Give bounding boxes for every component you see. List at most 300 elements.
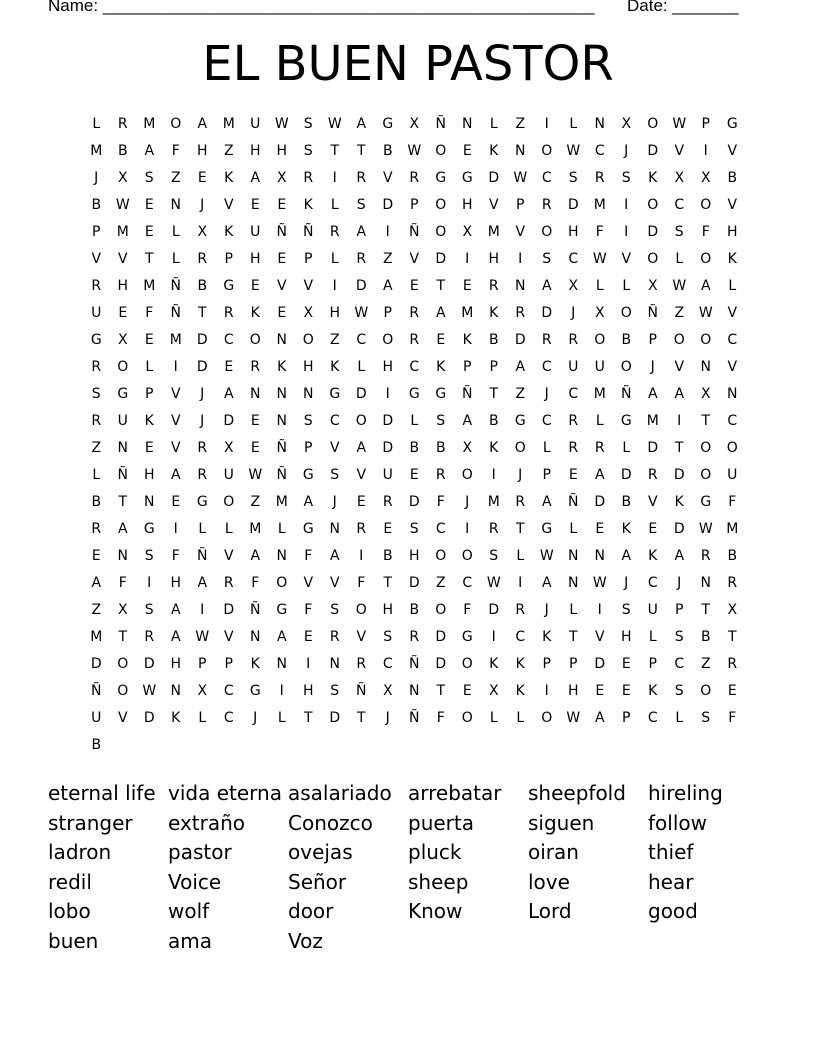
- grid-letter[interactable]: T: [674, 440, 684, 456]
- grid-letter[interactable]: H: [249, 251, 261, 267]
- grid-letter[interactable]: A: [170, 467, 181, 483]
- grid-letter[interactable]: R: [541, 197, 552, 213]
- grid-letter[interactable]: Ñ: [250, 602, 261, 618]
- grid-letter[interactable]: V: [223, 197, 234, 213]
- grid-letter[interactable]: O: [302, 332, 314, 348]
- grid-letter[interactable]: J: [544, 386, 549, 402]
- grid-letter[interactable]: E: [144, 332, 154, 348]
- grid-letter[interactable]: Ñ: [276, 440, 287, 456]
- grid-letter[interactable]: T: [356, 710, 366, 726]
- grid-letter[interactable]: J: [332, 494, 337, 510]
- grid-letter[interactable]: R: [568, 332, 579, 348]
- grid-letter[interactable]: V: [647, 494, 658, 510]
- grid-letter[interactable]: C: [382, 656, 393, 672]
- grid-letter[interactable]: F: [728, 710, 737, 726]
- grid-letter[interactable]: X: [223, 440, 234, 456]
- grid-letter[interactable]: B: [382, 548, 393, 564]
- grid-letter[interactable]: P: [701, 116, 710, 132]
- grid-letter[interactable]: H: [170, 575, 182, 591]
- grid-letter[interactable]: K: [330, 359, 340, 375]
- grid-letter[interactable]: O: [700, 467, 712, 483]
- grid-letter[interactable]: I: [518, 251, 523, 267]
- grid-letter[interactable]: U: [91, 305, 102, 321]
- grid-letter[interactable]: D: [647, 143, 659, 159]
- grid-letter[interactable]: A: [91, 575, 102, 591]
- grid-letter[interactable]: P: [489, 359, 498, 375]
- grid-letter[interactable]: R: [197, 467, 208, 483]
- grid-letter[interactable]: N: [329, 521, 340, 537]
- grid-letter[interactable]: F: [304, 602, 313, 618]
- grid-letter[interactable]: Z: [515, 116, 526, 132]
- grid-letter[interactable]: E: [462, 683, 472, 699]
- grid-letter[interactable]: S: [674, 629, 684, 645]
- grid-letter[interactable]: M: [90, 143, 103, 159]
- grid-letter[interactable]: W: [115, 197, 130, 213]
- grid-letter[interactable]: H: [382, 602, 394, 618]
- grid-letter[interactable]: K: [224, 170, 234, 186]
- grid-letter[interactable]: R: [91, 521, 102, 537]
- grid-letter[interactable]: R: [409, 629, 420, 645]
- grid-letter[interactable]: W: [698, 305, 713, 321]
- grid-letter[interactable]: Z: [329, 332, 340, 348]
- grid-letter[interactable]: V: [727, 305, 738, 321]
- grid-letter[interactable]: F: [118, 575, 127, 591]
- grid-letter[interactable]: T: [489, 386, 499, 402]
- grid-letter[interactable]: O: [355, 413, 367, 429]
- grid-letter[interactable]: I: [332, 170, 337, 186]
- grid-letter[interactable]: W: [566, 710, 581, 726]
- grid-letter[interactable]: V: [356, 467, 367, 483]
- grid-letter[interactable]: R: [356, 170, 367, 186]
- grid-letter[interactable]: T: [303, 710, 313, 726]
- grid-letter[interactable]: O: [435, 143, 447, 159]
- grid-letter[interactable]: G: [461, 629, 473, 645]
- grid-letter[interactable]: E: [250, 197, 260, 213]
- grid-letter[interactable]: L: [675, 710, 684, 726]
- grid-letter[interactable]: P: [304, 440, 313, 456]
- grid-letter[interactable]: Ñ: [647, 305, 658, 321]
- grid-letter[interactable]: O: [514, 440, 526, 456]
- grid-letter[interactable]: W: [248, 467, 263, 483]
- grid-letter[interactable]: L: [569, 602, 578, 618]
- grid-letter[interactable]: C: [435, 521, 446, 537]
- grid-letter[interactable]: F: [304, 548, 313, 564]
- grid-letter[interactable]: A: [197, 575, 208, 591]
- grid-letter[interactable]: G: [514, 413, 526, 429]
- grid-letter[interactable]: D: [620, 467, 632, 483]
- grid-letter[interactable]: X: [382, 683, 393, 699]
- grid-letter[interactable]: N: [700, 575, 711, 591]
- grid-letter[interactable]: C: [647, 575, 658, 591]
- grid-letter[interactable]: G: [302, 521, 314, 537]
- grid-letter[interactable]: V: [621, 251, 632, 267]
- grid-letter[interactable]: K: [489, 656, 499, 672]
- grid-letter[interactable]: D: [594, 494, 606, 510]
- grid-letter[interactable]: Ñ: [621, 386, 632, 402]
- grid-letter[interactable]: D: [435, 629, 447, 645]
- grid-letter[interactable]: X: [700, 386, 711, 402]
- grid-letter[interactable]: N: [515, 143, 526, 159]
- grid-letter[interactable]: K: [674, 494, 684, 510]
- grid-letter[interactable]: C: [594, 143, 605, 159]
- grid-letter[interactable]: X: [117, 602, 128, 618]
- grid-letter[interactable]: D: [647, 440, 659, 456]
- grid-letter[interactable]: E: [462, 143, 472, 159]
- grid-letter[interactable]: A: [515, 359, 526, 375]
- grid-letter[interactable]: E: [277, 197, 287, 213]
- grid-letter[interactable]: M: [222, 116, 235, 132]
- grid-letter[interactable]: E: [595, 683, 605, 699]
- grid-letter[interactable]: T: [197, 305, 207, 321]
- grid-letter[interactable]: M: [249, 521, 262, 537]
- grid-letter[interactable]: T: [701, 602, 711, 618]
- grid-letter[interactable]: X: [117, 332, 128, 348]
- grid-letter[interactable]: Z: [515, 386, 526, 402]
- grid-letter[interactable]: I: [544, 683, 549, 699]
- grid-letter[interactable]: L: [595, 413, 604, 429]
- grid-letter[interactable]: I: [359, 548, 364, 564]
- grid-letter[interactable]: O: [461, 710, 473, 726]
- grid-letter[interactable]: A: [700, 278, 711, 294]
- grid-letter[interactable]: N: [276, 413, 287, 429]
- grid-letter[interactable]: O: [461, 548, 473, 564]
- grid-letter[interactable]: F: [171, 143, 180, 159]
- grid-letter[interactable]: O: [117, 656, 129, 672]
- grid-letter[interactable]: P: [198, 656, 207, 672]
- grid-letter[interactable]: N: [515, 278, 526, 294]
- grid-letter[interactable]: C: [568, 251, 579, 267]
- grid-letter[interactable]: G: [461, 170, 473, 186]
- grid-letter[interactable]: S: [436, 413, 446, 429]
- grid-letter[interactable]: W: [142, 683, 157, 699]
- grid-letter[interactable]: I: [624, 224, 629, 240]
- grid-letter[interactable]: D: [329, 710, 341, 726]
- grid-letter[interactable]: R: [382, 494, 393, 510]
- grid-letter[interactable]: K: [489, 143, 499, 159]
- grid-letter[interactable]: B: [91, 494, 102, 510]
- grid-letter[interactable]: N: [276, 386, 287, 402]
- grid-letter[interactable]: D: [514, 332, 526, 348]
- grid-letter[interactable]: B: [727, 548, 738, 564]
- grid-letter[interactable]: D: [435, 656, 447, 672]
- grid-letter[interactable]: N: [276, 548, 287, 564]
- grid-letter[interactable]: E: [250, 278, 260, 294]
- grid-letter[interactable]: X: [568, 278, 579, 294]
- grid-letter[interactable]: P: [410, 197, 419, 213]
- grid-letter[interactable]: C: [223, 332, 234, 348]
- grid-letter[interactable]: B: [409, 602, 420, 618]
- grid-letter[interactable]: T: [118, 494, 128, 510]
- grid-letter[interactable]: O: [249, 332, 261, 348]
- grid-letter[interactable]: K: [224, 224, 234, 240]
- grid-letter[interactable]: L: [595, 278, 604, 294]
- grid-letter[interactable]: Z: [170, 170, 181, 186]
- grid-letter[interactable]: A: [223, 386, 234, 402]
- grid-letter[interactable]: R: [144, 629, 155, 645]
- grid-letter[interactable]: K: [144, 413, 154, 429]
- grid-letter[interactable]: E: [356, 494, 366, 510]
- grid-letter[interactable]: V: [515, 224, 526, 240]
- grid-letter[interactable]: B: [435, 440, 446, 456]
- grid-letter[interactable]: W: [195, 629, 210, 645]
- grid-letter[interactable]: G: [700, 494, 712, 510]
- grid-letter[interactable]: J: [253, 710, 258, 726]
- grid-letter[interactable]: H: [249, 143, 261, 159]
- grid-letter[interactable]: F: [701, 224, 710, 240]
- grid-letter[interactable]: R: [515, 602, 526, 618]
- grid-letter[interactable]: V: [223, 548, 234, 564]
- grid-letter[interactable]: O: [700, 251, 712, 267]
- grid-letter[interactable]: Z: [223, 143, 234, 159]
- grid-letter[interactable]: S: [674, 683, 684, 699]
- grid-letter[interactable]: C: [356, 332, 367, 348]
- grid-letter[interactable]: J: [518, 467, 523, 483]
- grid-letter[interactable]: G: [435, 386, 447, 402]
- grid-letter[interactable]: R: [515, 494, 526, 510]
- grid-letter[interactable]: A: [303, 494, 314, 510]
- grid-letter[interactable]: Ñ: [462, 386, 473, 402]
- grid-letter[interactable]: K: [277, 359, 287, 375]
- grid-letter[interactable]: Ñ: [197, 548, 208, 564]
- grid-letter[interactable]: E: [277, 251, 287, 267]
- grid-letter[interactable]: X: [488, 683, 499, 699]
- grid-letter[interactable]: A: [117, 521, 128, 537]
- grid-letter[interactable]: C: [223, 683, 234, 699]
- grid-letter[interactable]: G: [223, 278, 235, 294]
- grid-letter[interactable]: M: [143, 116, 156, 132]
- grid-letter[interactable]: V: [170, 413, 181, 429]
- grid-letter[interactable]: D: [567, 197, 579, 213]
- grid-letter[interactable]: H: [170, 656, 182, 672]
- grid-letter[interactable]: B: [382, 143, 393, 159]
- grid-letter[interactable]: J: [200, 413, 205, 429]
- grid-letter[interactable]: R: [409, 332, 420, 348]
- grid-letter[interactable]: R: [435, 467, 446, 483]
- grid-letter[interactable]: V: [91, 251, 102, 267]
- grid-letter[interactable]: K: [515, 683, 525, 699]
- grid-letter[interactable]: L: [622, 278, 631, 294]
- grid-letter[interactable]: M: [143, 278, 156, 294]
- grid-letter[interactable]: E: [436, 332, 446, 348]
- grid-letter[interactable]: E: [91, 548, 101, 564]
- grid-letter[interactable]: H: [329, 305, 341, 321]
- grid-letter[interactable]: P: [622, 710, 631, 726]
- grid-letter[interactable]: V: [727, 359, 738, 375]
- grid-letter[interactable]: R: [488, 521, 499, 537]
- grid-letter[interactable]: P: [383, 305, 392, 321]
- grid-letter[interactable]: L: [648, 629, 657, 645]
- grid-letter[interactable]: E: [621, 683, 631, 699]
- grid-letter[interactable]: S: [303, 143, 313, 159]
- grid-letter[interactable]: K: [303, 197, 313, 213]
- grid-letter[interactable]: N: [250, 386, 261, 402]
- grid-letter[interactable]: V: [329, 440, 340, 456]
- grid-letter[interactable]: S: [330, 602, 340, 618]
- grid-letter[interactable]: D: [673, 521, 685, 537]
- grid-letter[interactable]: V: [117, 710, 128, 726]
- grid-letter[interactable]: O: [435, 548, 447, 564]
- grid-letter[interactable]: S: [621, 602, 631, 618]
- grid-letter[interactable]: P: [516, 197, 525, 213]
- grid-letter[interactable]: Z: [91, 440, 102, 456]
- grid-letter[interactable]: V: [382, 170, 393, 186]
- grid-letter[interactable]: X: [462, 224, 473, 240]
- grid-letter[interactable]: I: [147, 575, 152, 591]
- grid-letter[interactable]: R: [303, 170, 314, 186]
- grid-letter[interactable]: E: [250, 440, 260, 456]
- grid-letter[interactable]: O: [673, 332, 685, 348]
- grid-letter[interactable]: K: [250, 656, 260, 672]
- grid-letter[interactable]: F: [436, 710, 445, 726]
- grid-letter[interactable]: V: [409, 251, 420, 267]
- grid-letter[interactable]: D: [488, 170, 500, 186]
- grid-letter[interactable]: G: [143, 521, 155, 537]
- grid-letter[interactable]: J: [624, 143, 629, 159]
- grid-letter[interactable]: I: [677, 413, 682, 429]
- grid-letter[interactable]: A: [197, 116, 208, 132]
- grid-letter[interactable]: R: [250, 359, 261, 375]
- grid-letter[interactable]: O: [435, 602, 447, 618]
- grid-letter[interactable]: F: [251, 575, 260, 591]
- grid-letter[interactable]: I: [385, 224, 390, 240]
- grid-letter[interactable]: C: [541, 413, 552, 429]
- grid-letter[interactable]: L: [569, 116, 578, 132]
- grid-letter[interactable]: F: [728, 494, 737, 510]
- grid-letter[interactable]: I: [624, 197, 629, 213]
- grid-letter[interactable]: N: [594, 548, 605, 564]
- grid-letter[interactable]: P: [542, 467, 551, 483]
- grid-letter[interactable]: D: [673, 467, 685, 483]
- grid-letter[interactable]: J: [650, 359, 655, 375]
- grid-letter[interactable]: K: [250, 305, 260, 321]
- grid-letter[interactable]: F: [171, 548, 180, 564]
- grid-letter[interactable]: D: [382, 197, 394, 213]
- grid-letter[interactable]: H: [382, 359, 394, 375]
- grid-letter[interactable]: P: [648, 656, 657, 672]
- grid-letter[interactable]: K: [436, 359, 446, 375]
- grid-letter[interactable]: V: [356, 629, 367, 645]
- grid-letter[interactable]: R: [117, 116, 128, 132]
- grid-letter[interactable]: M: [487, 224, 500, 240]
- grid-letter[interactable]: F: [436, 494, 445, 510]
- grid-letter[interactable]: U: [117, 413, 128, 429]
- grid-letter[interactable]: V: [170, 440, 181, 456]
- grid-letter[interactable]: S: [91, 386, 101, 402]
- grid-letter[interactable]: D: [355, 386, 367, 402]
- grid-letter[interactable]: D: [435, 251, 447, 267]
- grid-letter[interactable]: A: [356, 116, 367, 132]
- grid-letter[interactable]: E: [648, 521, 658, 537]
- grid-letter[interactable]: G: [329, 386, 341, 402]
- grid-letter[interactable]: O: [170, 116, 182, 132]
- grid-letter[interactable]: R: [488, 278, 499, 294]
- grid-letter[interactable]: F: [595, 224, 604, 240]
- grid-letter[interactable]: K: [489, 305, 499, 321]
- grid-letter[interactable]: K: [462, 332, 472, 348]
- grid-letter[interactable]: R: [329, 629, 340, 645]
- grid-letter[interactable]: O: [117, 683, 129, 699]
- grid-letter[interactable]: T: [118, 629, 128, 645]
- grid-letter[interactable]: E: [462, 278, 472, 294]
- grid-letter[interactable]: S: [409, 521, 419, 537]
- grid-letter[interactable]: W: [513, 170, 528, 186]
- grid-letter[interactable]: P: [675, 602, 684, 618]
- grid-letter[interactable]: L: [224, 521, 233, 537]
- grid-letter[interactable]: L: [198, 710, 207, 726]
- grid-letter[interactable]: G: [117, 386, 129, 402]
- grid-letter[interactable]: N: [144, 494, 155, 510]
- grid-letter[interactable]: L: [675, 251, 684, 267]
- grid-letter[interactable]: A: [594, 710, 605, 726]
- grid-letter[interactable]: C: [462, 575, 473, 591]
- grid-letter[interactable]: M: [593, 386, 606, 402]
- grid-letter[interactable]: N: [117, 440, 128, 456]
- grid-letter[interactable]: P: [569, 656, 578, 672]
- grid-letter[interactable]: C: [541, 359, 552, 375]
- grid-letter[interactable]: S: [303, 116, 313, 132]
- grid-letter[interactable]: Z: [435, 575, 446, 591]
- grid-letter[interactable]: L: [489, 116, 498, 132]
- grid-letter[interactable]: C: [647, 710, 658, 726]
- grid-letter[interactable]: O: [435, 197, 447, 213]
- grid-letter[interactable]: E: [144, 224, 154, 240]
- grid-letter[interactable]: E: [383, 521, 393, 537]
- grid-letter[interactable]: D: [90, 656, 102, 672]
- grid-letter[interactable]: S: [330, 683, 340, 699]
- grid-letter[interactable]: H: [488, 251, 500, 267]
- grid-letter[interactable]: N: [568, 548, 579, 564]
- grid-letter[interactable]: O: [647, 197, 659, 213]
- grid-letter[interactable]: D: [196, 359, 208, 375]
- grid-letter[interactable]: Ñ: [91, 683, 102, 699]
- grid-letter[interactable]: M: [461, 305, 474, 321]
- grid-letter[interactable]: X: [117, 170, 128, 186]
- grid-letter[interactable]: O: [541, 710, 553, 726]
- grid-letter[interactable]: L: [410, 413, 419, 429]
- grid-letter[interactable]: H: [567, 683, 579, 699]
- grid-letter[interactable]: V: [594, 629, 605, 645]
- grid-letter[interactable]: S: [303, 413, 313, 429]
- grid-letter[interactable]: O: [461, 467, 473, 483]
- grid-letter[interactable]: A: [674, 548, 685, 564]
- grid-letter[interactable]: X: [700, 170, 711, 186]
- grid-letter[interactable]: C: [674, 197, 685, 213]
- grid-letter[interactable]: H: [726, 224, 738, 240]
- grid-letter[interactable]: S: [701, 710, 711, 726]
- grid-letter[interactable]: E: [224, 359, 234, 375]
- grid-letter[interactable]: T: [436, 683, 446, 699]
- grid-letter[interactable]: G: [382, 116, 394, 132]
- grid-letter[interactable]: S: [383, 629, 393, 645]
- grid-letter[interactable]: R: [409, 305, 420, 321]
- grid-letter[interactable]: E: [409, 467, 419, 483]
- grid-letter[interactable]: T: [383, 575, 393, 591]
- grid-letter[interactable]: A: [329, 548, 340, 564]
- grid-letter[interactable]: U: [568, 359, 579, 375]
- grid-letter[interactable]: A: [435, 305, 446, 321]
- grid-letter[interactable]: S: [356, 197, 366, 213]
- grid-letter[interactable]: J: [200, 386, 205, 402]
- grid-letter[interactable]: G: [408, 386, 420, 402]
- grid-letter[interactable]: W: [592, 251, 607, 267]
- grid-letter[interactable]: J: [94, 170, 99, 186]
- grid-letter[interactable]: B: [117, 143, 128, 159]
- grid-letter[interactable]: D: [355, 278, 367, 294]
- grid-letter[interactable]: B: [91, 737, 102, 753]
- grid-letter[interactable]: H: [302, 359, 314, 375]
- grid-letter[interactable]: L: [728, 278, 737, 294]
- grid-letter[interactable]: I: [491, 629, 496, 645]
